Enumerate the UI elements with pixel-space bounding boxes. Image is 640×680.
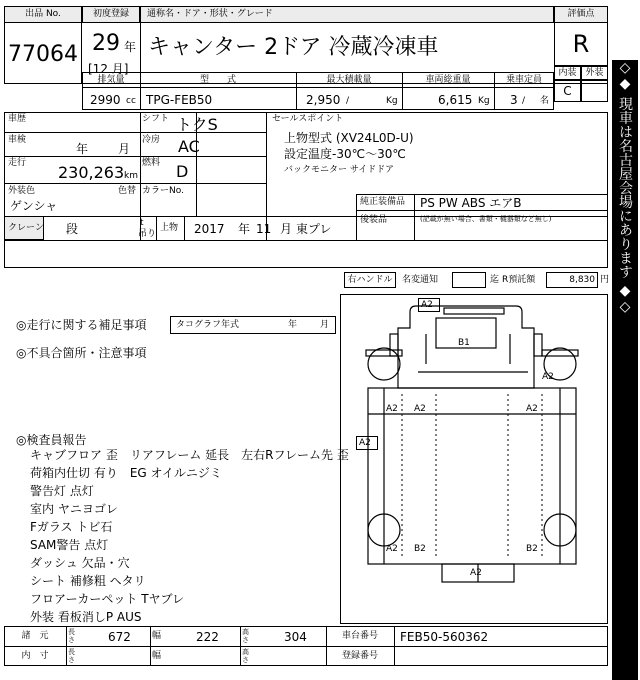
crane-stages: 段 [66,222,79,236]
height-value: 304 [284,630,307,644]
inspector-report-line: 室内 ヤニヨゴレ [30,502,118,516]
upper-maker: 東プレ [296,222,332,236]
damage-mark: A2 [414,404,426,414]
first-reg-label: 初度登録 [92,9,129,19]
grade-label: 評価点 [567,9,595,19]
divider [156,216,157,240]
aircon-label: 冷房 [142,135,161,145]
displacement: 2990 [90,93,121,107]
damage-mark: A2 [421,300,433,310]
inspection-label: 車検 [8,135,27,145]
inspector-report-line: 警告灯 点灯 [30,484,94,498]
lot-number: 77064 [8,42,78,67]
name-change-cell [452,272,486,288]
inspector-report-line: キャブフロア 歪 リアフレーム 延長 左右Rフレーム先 歪 [30,448,349,462]
max-load-label: 最大積載量 [326,75,372,85]
model-label: 型 式 [199,75,236,85]
inspector-report-line: SAM警告 点灯 [30,538,109,552]
divider [4,156,266,157]
divider [4,183,266,184]
handle-cell [344,272,396,288]
inspector-report-line: ダッシュ 欠品・穴 [30,556,130,570]
dims-label: 諸 元 [21,631,49,641]
displacement-label: 排気量 [97,75,125,85]
shift-value: トクS [176,115,218,134]
max-load-unit: Kg [386,96,398,106]
first-reg-month: [12 月] [88,62,129,76]
name-label: 通称名・ドア・形状・グレード [147,9,273,19]
damage-mark: B1 [458,338,470,348]
damage-mark: B2 [414,544,426,554]
damage-mark: A2 [470,568,482,578]
truck-cab-lines [418,334,528,372]
aftermarket-note: (記載が無い場合、書類・機器類など無し) [420,215,552,223]
tacho-month: 月 [320,320,330,330]
vehicle-name: キャンター 2ドア 冷蔵冷凍車 [148,35,439,60]
inspector-report-line: 荷箱内仕切 有り EG オイルニジミ [30,466,222,480]
r-deposit-unit: 円 [600,275,610,285]
first-reg-year: 29 [92,31,120,56]
damage-mark: B2 [526,544,538,554]
r-deposit-label: R預託額 [502,275,536,285]
divider [356,194,608,195]
fuel-value: D [176,162,189,181]
truck-wheel-front-left [368,348,400,380]
model: TPG-FEB50 [146,93,213,107]
grade-cell [554,22,608,66]
interior-dims-label: 内 寸 [21,651,49,661]
interior-grade-cell [554,80,581,102]
divider [184,216,185,240]
interior-label: 内装 [558,68,577,78]
upper-label: 上物 [160,223,179,233]
r-deposit-amount: 8,830 [569,275,595,285]
exterior-label-cell [581,66,608,80]
chassis-number: FEB50-560362 [400,630,489,644]
inspector-report-label: ◎検査員報告 [16,433,87,447]
sales-point-line: バックモニター サイドドア [284,165,394,175]
ext-color-label: 外装色 [8,186,36,196]
inspection-year: 年 [76,142,89,156]
inspector-report-line: シート 補修粗 ヘタリ [30,574,146,588]
damage-mark: A2 [386,404,398,414]
deadline-label: 迄 [490,275,500,285]
capacity: 3 [510,93,518,107]
crane-tons: t [140,218,144,228]
divider [4,240,608,241]
side-banner-text: ◇◆ 現車は名古屋会場にあります ◆◇ [617,60,633,315]
mileage-unit: km [124,171,138,181]
interior-grade: C [563,84,572,98]
defect-notes-label: ◎不具合箇所・注意事項 [16,346,147,360]
capacity-label: 乗車定員 [505,75,542,85]
exterior-label: 外装 [585,68,604,78]
handle-value: 右ハンドル [347,275,393,285]
side-banner [612,60,638,680]
divider [66,626,67,666]
aftermarket-label: 後装品 [360,215,388,225]
gross-weight: 6,615 [438,93,473,107]
equipment-items: PS PW ABS エアB [420,196,522,210]
upper-month: 11 [256,222,272,236]
damage-mark: A2 [542,372,554,382]
divider [240,626,241,666]
sales-points-label: セールスポイント [272,114,344,124]
divider [150,626,151,666]
capacity-unit: 名 [540,96,550,106]
lot-label: 出品 No. [25,9,61,19]
divider [82,87,554,88]
tacho-year: 年 [288,320,298,330]
divider [4,646,608,647]
truck-right-mirror [534,334,542,356]
upper-year-unit: 年 [238,222,251,236]
inspector-report-line: 外装 看板消しP AUS [30,610,142,624]
gross-weight-label: 車両総重量 [425,75,471,85]
shift-label: シフト [142,114,170,124]
inspector-report-line: フロアーカーペット Tヤブレ [30,592,185,606]
reg-no-label: 登録番号 [341,651,378,661]
crane-label-cell [4,216,44,240]
interior-label-cell [554,66,581,80]
width-value: 222 [196,630,219,644]
divider [4,132,266,133]
inspection-month: 月 [118,142,131,156]
mileage-value: 230,263 [58,163,125,182]
damage-mark: A2 [359,438,371,448]
first-reg-label-cell [82,6,140,23]
truck-cargo-dashes [402,394,542,556]
sales-point-line: 上物型式 (XV24L0D-U) [284,131,414,145]
aircon-value: AC [178,137,200,156]
interior-width-label: 幅 [152,651,162,661]
first-reg-year-unit: 年 [124,40,137,54]
upper-month-unit: 月 [280,222,293,236]
grade-label-cell [554,6,608,23]
displacement-unit: cc [126,96,136,106]
tacho-label: タコグラフ年式 [176,320,240,330]
mileage-label: 走行 [8,158,27,168]
height-label: 高さ [242,628,249,644]
fuel-label: 燃料 [142,158,161,168]
divider [356,194,357,240]
name-label-cell [140,6,554,23]
damage-mark: A2 [526,404,538,414]
color-no-label: 色替 [118,186,137,196]
running-notes-label: ◎走行に関する補足事項 [16,318,147,332]
crane-lift: 吊り [138,229,157,239]
length-value: 672 [108,630,131,644]
capacity-slash: / [522,96,526,106]
max-load-slash: / [346,96,350,106]
lot-label-cell [4,6,82,23]
ext-color-value: ゲンシャ [10,199,58,213]
damage-mark: A2 [386,544,398,554]
divider [356,210,608,211]
color-no-prefix: カラーNo. [142,186,184,196]
length-label: 長さ [68,628,75,644]
crane-label: クレーン [8,223,44,233]
truck-windshield [444,308,504,314]
grade-value: R [572,30,590,58]
inspector-report-line: Fガラス トビ石 [30,520,113,534]
upper-year: 2017 [194,222,225,236]
equipment-label: 純正装備品 [360,197,406,207]
divider [140,183,141,216]
sales-point-line: 設定温度-30℃～30℃ [284,147,406,161]
name-change-label: 名変通知 [402,275,439,285]
interior-length-label: 長さ [68,648,75,664]
divider [266,112,267,240]
divider [414,194,415,240]
exterior-grade-cell [581,80,608,102]
gross-weight-unit: Kg [478,96,490,106]
max-load: 2,950 [306,93,341,107]
divider [394,626,395,666]
interior-height-label: 高さ [242,648,249,664]
width-label: 幅 [152,631,162,641]
truck-left-mirror [390,334,398,356]
history-label: 車歴 [8,114,27,124]
lot-number-cell [4,22,82,84]
r-deposit-cell [546,272,598,288]
chassis-label: 車台番号 [341,631,378,641]
